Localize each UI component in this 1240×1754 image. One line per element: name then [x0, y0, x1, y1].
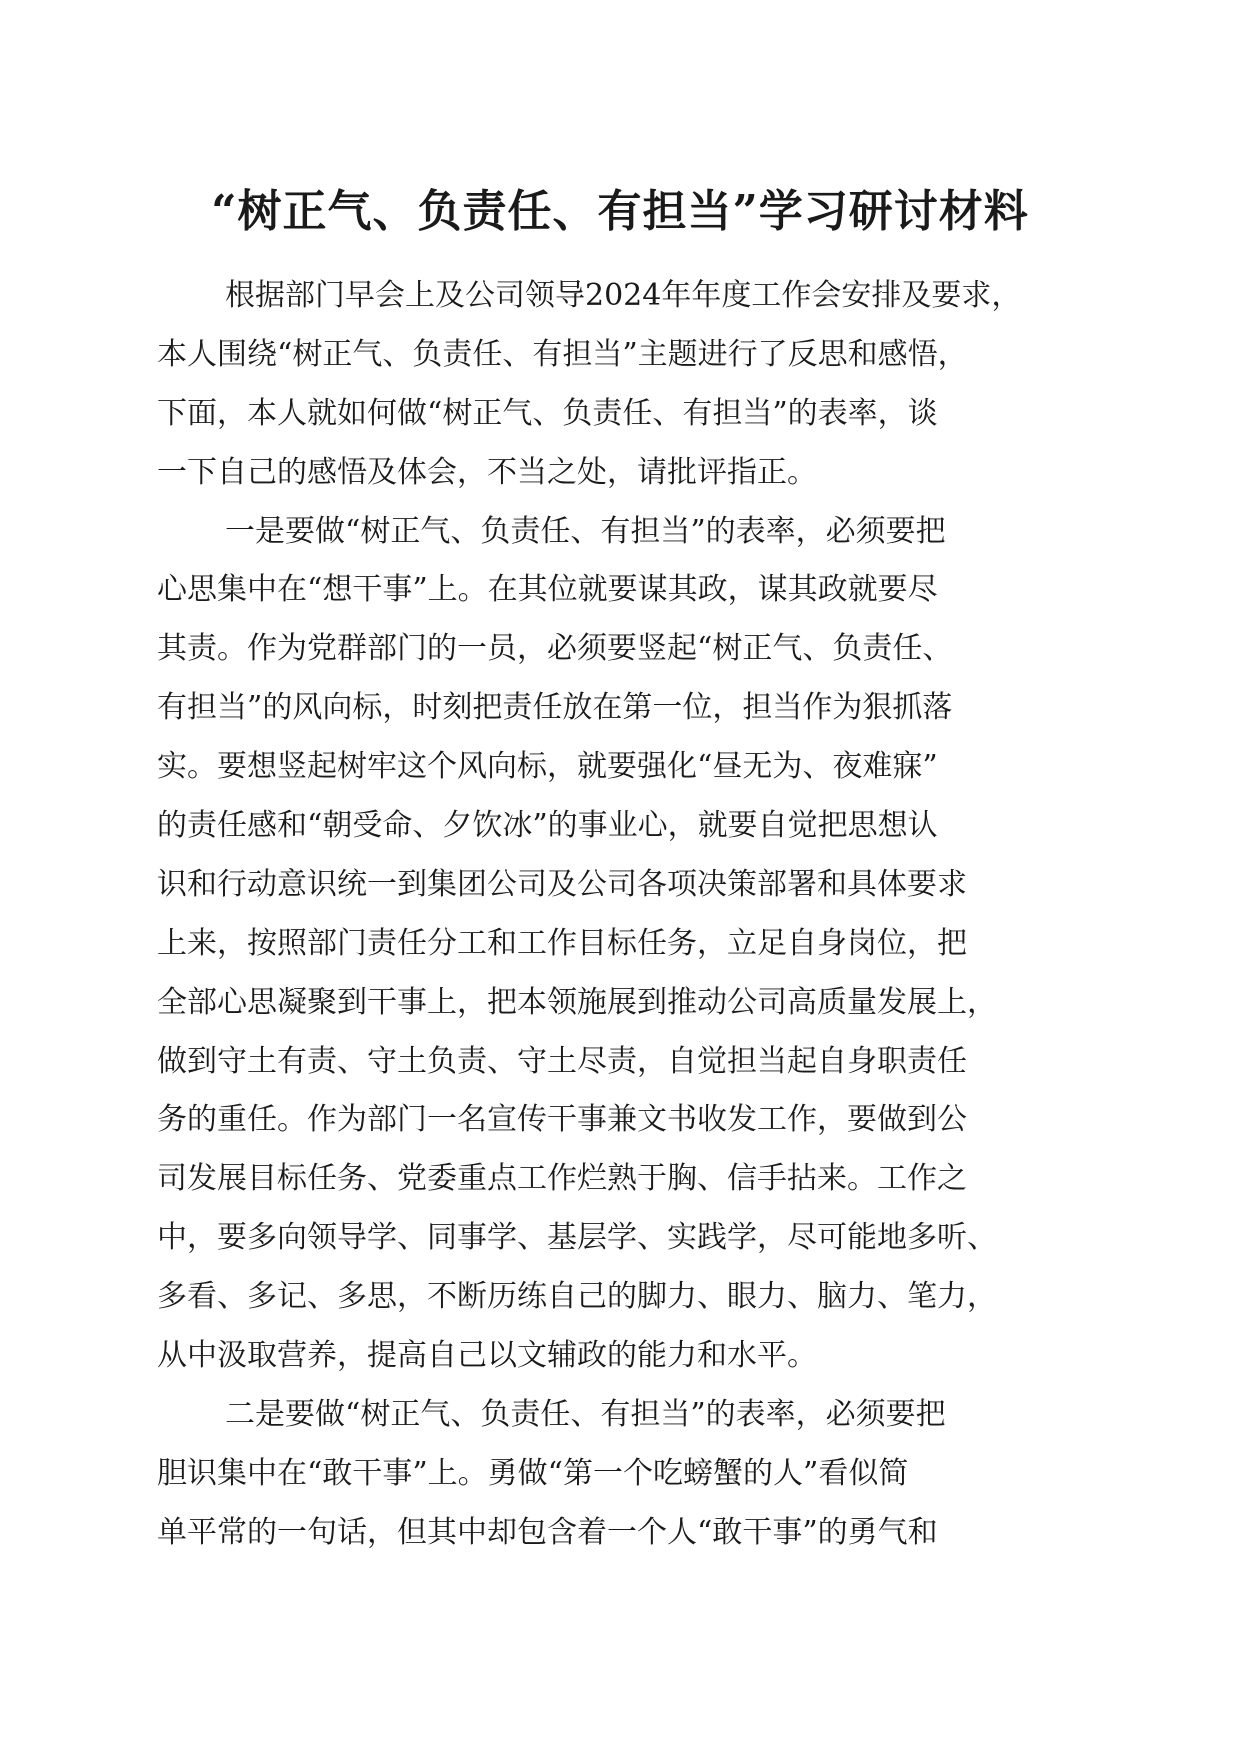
text-line: 识和行动意识统一到集团公司及公司各项决策部署和具体要求	[157, 866, 967, 902]
text-line: 上来，按照部门责任分工和工作目标任务，立足自身岗位，把	[157, 925, 967, 961]
text-line: 多看、多记、多思，不断历练自己的脚力、眼力、脑力、笔力，	[157, 1279, 997, 1315]
text-line: 其责。作为党群部门的一员，必须要竖起“树正气、负责任、	[157, 631, 953, 667]
text-line: 全部心思凝聚到干事上，把本领施展到推动公司高质量发展上，	[157, 984, 997, 1020]
text-line: 的责任感和“朝受命、夕饮冰”的事业心，就要自觉把思想认	[157, 808, 938, 844]
text-line: 一下自己的感悟及体会，不当之处，请批评指正。	[157, 454, 817, 490]
text-line: 司发展目标任务、党委重点工作烂熟于胸、信手拈来。工作之	[157, 1161, 967, 1197]
text-line: 根据部门早会上及公司领导2024年年度工作会安排及要求，	[225, 278, 1022, 313]
paragraph-point-one	[157, 503, 1089, 1386]
text-line: 下面，本人就如何做“树正气、负责任、有担当”的表率，谈	[157, 395, 938, 431]
text-line: 胆识集中在“敢干事”上。勇做“第一个吃螃蟹的人”看似简	[157, 1455, 909, 1491]
document-title: “树正气、负责任、有担当”学习研讨材料	[211, 186, 1029, 237]
text-line: 本人围绕“树正气、负责任、有担当”主题进行了反思和感悟，	[157, 336, 968, 372]
text-line: 做到守土有责、守土负责、守土尽责，自觉担当起自身职责任	[157, 1043, 967, 1079]
document-body	[157, 267, 1089, 1563]
text-line: 务的重任。作为部门一名宣传干事兼文书收发工作，要做到公	[157, 1102, 967, 1138]
paragraph-intro	[157, 267, 1089, 503]
text-line: 心思集中在“想干事”上。在其位就要谋其政，谋其政就要尽	[157, 572, 938, 608]
text-line: 有担当”的风向标，时刻把责任放在第一位，担当作为狠抓落	[157, 690, 953, 726]
text-line: 单平常的一句话，但其中却包含着一个人“敢干事”的勇气和	[157, 1514, 938, 1550]
text-line: 从中汲取营养，提高自己以文辅政的能力和水平。	[157, 1338, 817, 1374]
text-line: 一是要做“树正气、负责任、有担当”的表率，必须要把	[225, 513, 946, 549]
text-line: 中，要多向领导学、同事学、基层学、实践学，尽可能地多听、	[157, 1220, 997, 1256]
text-line: 实。要想竖起树牢这个风向标，就要强化“昼无为、夜难寐”	[157, 749, 938, 785]
text-line: 二是要做“树正气、负责任、有担当”的表率，必须要把	[225, 1396, 946, 1432]
paragraph-point-two	[157, 1386, 1089, 1563]
